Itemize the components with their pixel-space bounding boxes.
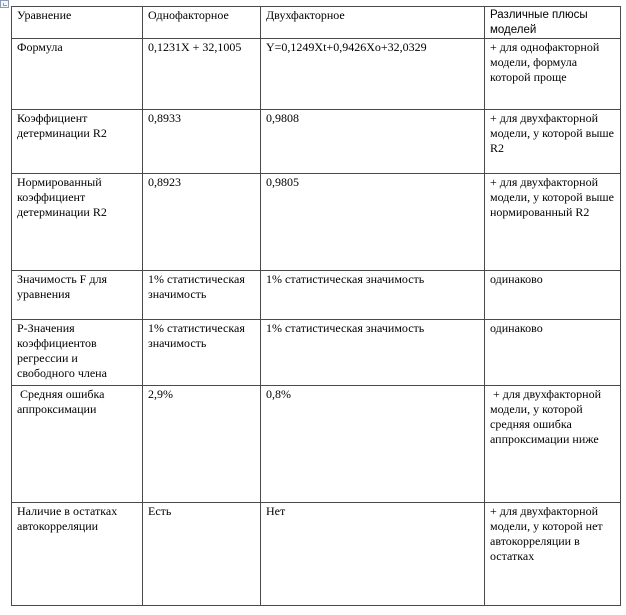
row-criterion: Средняя ошибка аппроксимации [12, 386, 143, 502]
row-advantages: + для двухфакторной модели, у которой средняя ошибка аппроксимации ниже [485, 386, 621, 502]
row-single-factor: 2,9% [143, 386, 261, 502]
row-two-factor: 0,8% [261, 386, 485, 502]
row-advantages: + для двухфакторной модели, у которой нет автокорреляции в остатках [485, 502, 621, 605]
header-equation: Уравнение [12, 7, 143, 39]
row-single-factor: 0,8923 [143, 173, 261, 270]
table-header-row [12, 7, 621, 39]
table-row [12, 39, 621, 110]
table-row [12, 319, 621, 386]
resize-handle-icon[interactable] [0, 0, 9, 8]
row-criterion: Формула [12, 39, 143, 110]
row-advantages: одинаково [485, 271, 621, 320]
table-row [12, 386, 621, 502]
row-two-factor: Y=0,1249Xt+0,9426Xo+32,0329 [261, 39, 485, 110]
model-comparison-table [11, 6, 621, 606]
row-criterion: Нормированный коэффициент детерминации R2 [12, 173, 143, 270]
row-single-factor: 0,1231X + 32,1005 [143, 39, 261, 110]
row-advantages: + для двухфакторной модели, у которой выше R2 [485, 110, 621, 174]
table-row [12, 271, 621, 320]
header-advantages: Различные плюсы моделей [485, 7, 621, 39]
row-advantages: + для однофакторной модели, формула которой проще [485, 39, 621, 110]
row-criterion: Р-Значения коэффициентов регрессии и свободного члена [12, 319, 143, 386]
row-criterion: Наличие в остатках автокорреляции [12, 502, 143, 605]
header-single-factor: Однофакторное [143, 7, 261, 39]
table-row [12, 173, 621, 270]
row-two-factor: 0,9805 [261, 173, 485, 270]
row-criterion: Значимость F для уравнения [12, 271, 143, 320]
header-two-factor: Двухфакторное [261, 7, 485, 39]
row-two-factor: Нет [261, 502, 485, 605]
row-two-factor: 1% статистическая значимость [261, 319, 485, 386]
row-single-factor: 1% статистическая значимость [143, 271, 261, 320]
row-two-factor: 1% статистическая значимость [261, 271, 485, 320]
row-criterion: Коэффициент детерминации R2 [12, 110, 143, 174]
row-advantages: одинаково [485, 319, 621, 386]
row-single-factor: 0,8933 [143, 110, 261, 174]
table-row [12, 110, 621, 174]
row-single-factor: Есть [143, 502, 261, 605]
row-advantages: + для двухфакторной модели, у которой выше нормированный R2 [485, 173, 621, 270]
row-single-factor: 1% статистическая значимость [143, 319, 261, 386]
row-two-factor: 0,9808 [261, 110, 485, 174]
table-row [12, 502, 621, 605]
